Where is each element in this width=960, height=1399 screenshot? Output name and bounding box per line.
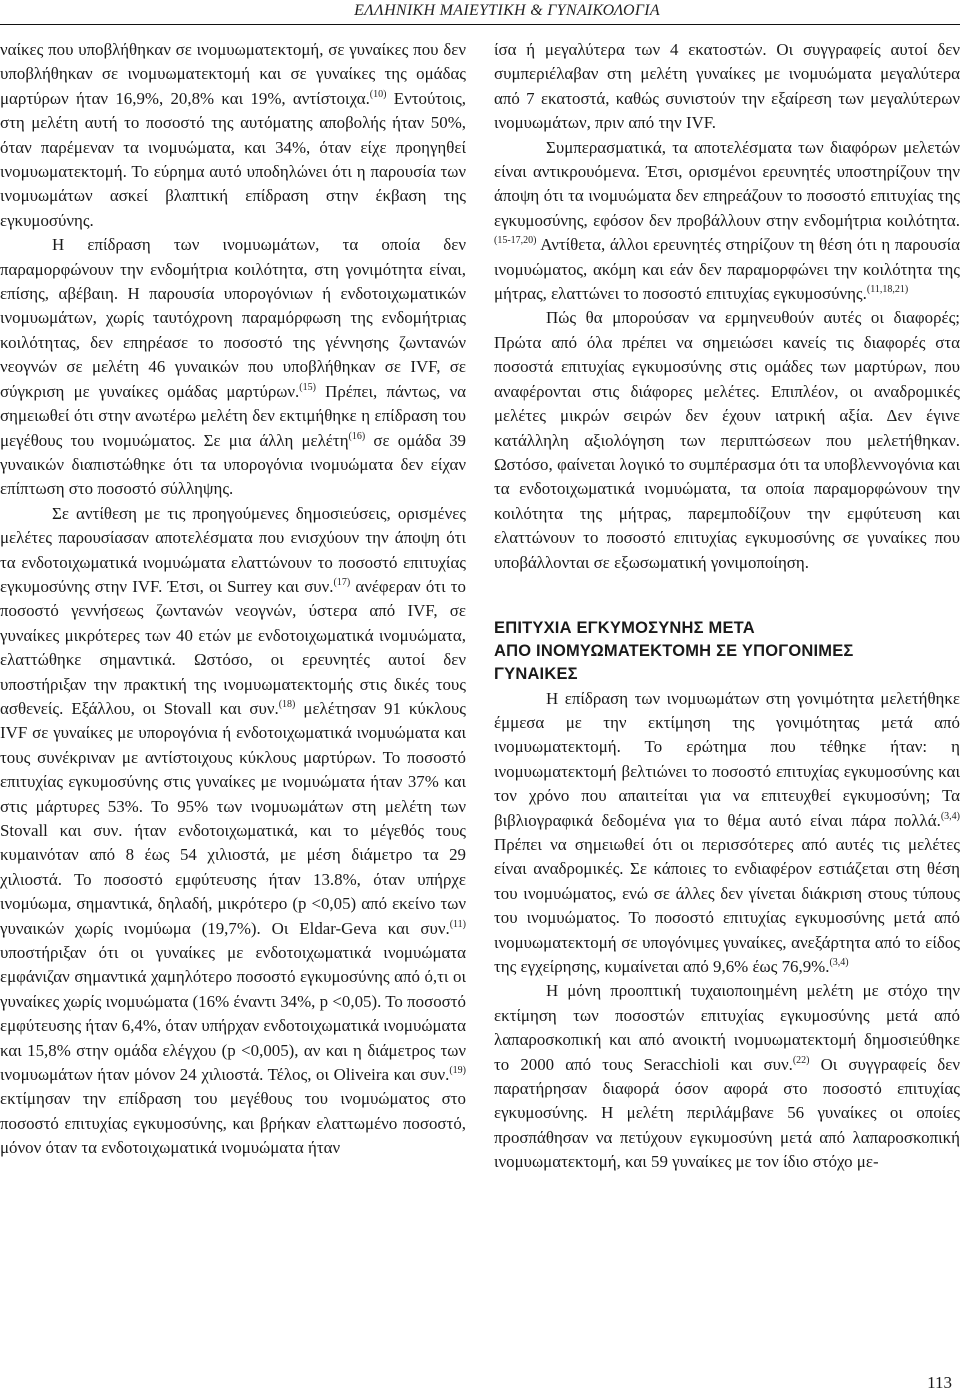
citation: (16) — [348, 430, 366, 442]
paragraph — [494, 687, 960, 980]
paragraph — [0, 502, 466, 1161]
text-run: Πώς θα μπορούσαν να ερμηνευθούν αυτές οι διαφορές; Πρώτα από όλα πρέπει να σημειώσει κανείς τις διαφορές στα ποσοστά επιτυχίας εγκυμοσύνης στις ομάδες των μαρτύρων, που αναφέρονται στις διάφορες μελέτες. Επιπλέον, οι αναδρομικές μελέτες μικρών σειρών δεν έχουν ιατρική αξία. Δεν έγινε κατάλληλη αξιολόγηση των περιπτώσεων που μελετήθηκαν. Ωστόσο, φαίνεται λογικό το συμπέρασμα ότι τα υποβλεννογόνια και τα ενδοτοιχωματικά ινομυώματα, τα οποία παραμορφώνουν την κοιλότητα της μήτρας, παρεμποδίζουν την εμφύτευση και ελαττώνουν το ποσοστό επιτυχίας εγκυμοσύνης σε γυναίκες που υποβάλλονται σε εξωσωματική γονιμοποίηση. — [494, 308, 960, 572]
citation: (11,18,21) — [866, 284, 909, 296]
citation: (10) — [369, 88, 387, 100]
text-run: Αντίθετα, άλλοι ερευνητές στηρίζουν τη θέση ότι η παρουσία ινομυώματος, ακόμη και εάν δεν παραμορφώνει την κοιλότητα της μήτρας, ελαττώνει το ποσοστό επιτυχίας εγκυμοσύνης. — [494, 235, 960, 304]
paragraph — [494, 136, 960, 307]
heading-line: ΕΠΙΤΥΧΙΑ ΕΓΚΥΜΟΣΥΝΗΣ ΜΕΤΑ — [494, 618, 755, 637]
text-run: Συμπερασματικά, τα αποτελέσματα των διαφόρων μελετών είναι αντικρουόμενα. Έτσι, ορισμένοι ερευνητές υποστηρίζουν την άποψη ότι τα ινομυώματα δεν επηρεάζουν το ποσοστό επιτυχίας της εγκυμοσύνης, εφόσον δεν προβάλλουν στην ενδομήτρια κοιλότητα. — [494, 137, 960, 230]
text-run: Πρέπει, πάντως, να σημειωθεί ότι στην ανωτέρω μελέτη δεν εκτιμήθηκε η επίδραση του μεγέθους του ινομυώματος. Σε μια άλλη μελέτη — [0, 381, 467, 450]
paragraph — [494, 38, 960, 136]
text-run: ανέφεραν ότι το ποσοστό γεννήσεως ζωντανών νεογνών, ύστερα από IVF, σε γυναίκες μικρότερες των 40 ετών με ενδοτοιχωματικά ινομυώματα, ελαττώθηκε σημαντικά. Ωστόσο, οι ερευνητές αυτοί δεν υποστήριξαν την πρακτική της ινομυωματεκτομής στις δικές τους ασθενείς. Εξάλλου, οι Stovall και συν. — [0, 576, 466, 718]
citation: (15-17,20) — [494, 235, 537, 247]
section-heading — [494, 617, 960, 687]
right-column — [494, 38, 960, 1175]
paragraph — [0, 233, 466, 501]
text-run: Πρέπει να σημειωθεί ότι οι περισσότερες από αυτές τις μελέτες είναι αναδρομικές. Σε κάποιες το ενδιαφέρον εστιάζεται στη θέση του ινομυώματος, ενώ σε άλλες δεν γίνεται διάκριση στους τύπους του ινομυώματος. Το ποσοστό επιτυχίας εγκυμοσύνης μετά από ινομυωματεκτομή σε υπογόνιμες γυναίκες, ανεξάρτητα από το είδος της εγχείρησης, κυμαίνεται από 9,6% έως 76,9%. — [494, 834, 960, 977]
left-column — [0, 38, 466, 1161]
text-run: Η επίδραση των ινομυωμάτων, τα οποία δεν παραμορφώνουν την ενδομήτρια κοιλότητα, στη γονιμότητα είναι, επίσης, αβέβαιη. Η παρουσία υπορογόνιων ή ενδοτοιχωματικών ινομυωμάτων, χωρίς ταυτόχρονη παραμόρφωση της ενδομήτριας κοιλότητας, δεν επηρέασε το ποσοστό της γέννησης ζωντανών νεογνών σε μελέτη 46 γυναικών που υποβλήθηκαν σε IVF, σε σύγκριση με γυναίκες ομάδας μαρτύρων. — [0, 235, 466, 401]
text-run: ίσα ή μεγαλύτερα των 4 εκατοστών. Οι συγγραφείς αυτοί δεν συμπεριέλαβαν στη μελέτη γυναίκες με ινομυώματα μεγαλύτερα από 7 εκατοστά, καθώς συνιστούν την εξαίρεση των μεγαλύτερων ινομυωμάτων, πριν από την IVF. — [494, 40, 960, 133]
citation: (3,4) — [940, 810, 960, 822]
citation: (19) — [449, 1065, 466, 1077]
paragraph — [0, 38, 466, 233]
text-run: εκτίμησαν την επίδραση του μεγέθους του ινομυώματος στο ποσοστό επιτυχίας εγκυμοσύνης, και βρήκαν ελαττωμένο ποσοστό, μόνον όταν τα ενδοτοιχωματικά ινομυώματα ήταν — [0, 1089, 466, 1158]
journal-title: ΕΛΛΗΝΙΚΗ ΜΑΙΕΥΤΙΚΗ & ΓΥΝΑΙΚΟΛΟΓΙΑ — [354, 2, 660, 19]
citation: (15) — [299, 381, 316, 393]
text-run: Η μόνη προοπτική τυχαιοποιημένη μελέτη με στόχο την εκτίμηση των ποσοστών επιτυχίας εγκυμοσύνης μετά από λαπαροσκοπική και από ανοικτή ινομυωματεκτομή δημοσιεύθηκε το 2000 από τους Seracchioli και συν. — [494, 981, 960, 1074]
text-run: ναίκες που υποβλήθηκαν σε ινομυωματεκτομή, σε γυναίκες που δεν υποβλήθηκαν σε ινομυωματεκτομή και σε γυναίκες της ομάδας μαρτύρων ήταν 16,9%, 20,8% και 19%, αντίστοιχα. — [0, 40, 466, 108]
page-number: 113 — [927, 1373, 952, 1392]
text-run: Οι συγγραφείς δεν παρατήρησαν διαφορά όσον αφορά στο ποσοστό επιτυχίας εγκυμοσύνης. Η μελέτη περιλάμβανε 56 γυναίκες οι οποίες προσπάθησαν να πετύχουν εγκυμοσύνη μετά από λαπαροσκοπική ινομυωματεκτομή, και 59 γυναίκες με τον ίδιο στόχο με- — [494, 1054, 960, 1172]
text-run: σε ομάδα 39 γυναικών διαπιστώθηκε ότι τα υπορογόνια ινομυώματα δεν είχαν επίπτωση στο ποσοστό σύλληψης. — [0, 430, 466, 499]
paragraph — [494, 306, 960, 574]
citation: (18) — [278, 698, 296, 710]
heading-line: ΓΥΝΑΙΚΕΣ — [494, 665, 578, 684]
citation: (11) — [449, 918, 466, 930]
paragraph — [494, 979, 960, 1174]
citation: (22) — [792, 1054, 810, 1066]
text-run: Σε αντίθεση με τις προηγούμενες δημοσιεύσεις, ορισμένες μελέτες παρουσίασαν αποτελέσματα που ενισχύουν την άποψη ότι τα ενδοτοιχωματικά ινομυώματα ελαττώνουν το ποσοστό επιτυχίας εγκυμοσύνης στην IVF. Έτσι, οι Surrey και συν. — [0, 503, 466, 596]
heading-line: ΑΠΟ ΙΝΟΜΥΩΜΑΤΕΚΤΟΜΗ ΣΕ ΥΠΟΓΟΝΙΜΕΣ — [494, 642, 854, 661]
header-rule — [0, 24, 960, 25]
text-run: μελέτησαν 91 κύκλους IVF σε γυναίκες με υπορογόνια ή ενδοτοιχωματικά ινομυώματα και τους συνέκριναν με αντίστοιχους κύκλους μαρτύρων. Το ποσοστό επιτυχίας εγκυμοσύνης στις γυναίκες με ινομυώματα ήταν 37% και στις μάρτυρες 53%. Το 95% των ινομυωμάτων στη μελέτη των Stovall και συν. ήταν ενδοτοιχωματικά, και το μέγεθός τους κυμαινόταν από 8 έως 54 χιλιοστά, με μέση διάμετρο τα 29 χιλιοστά. Το ποσοστό εμφύτευσης ήταν 13.8%, όταν υπήρχε ινομύωμα, σημαντικά, δηλαδή, μικρότερο (p <0,05) από εκείνο των γυναικών χωρίς ινομύωμα (19,7%). Οι Eldar-Geva και συν. — [0, 698, 466, 938]
citation: (17) — [333, 576, 351, 588]
text-run: Εντούτοις, στη μελέτη αυτή το ποσοστό της αυτόματης αποβολής ήταν 50%, όταν παρέμεναν τα ινομυώματα, και 34%, όταν είχε προηγηθεί ινομυωματεκτομή. Το εύρημα αυτό υποδηλώνει ότι η παρουσία των ινομυωμάτων ασκεί βλαπτική επίδραση στην έκβαση της εγκυμοσύνης. — [0, 88, 466, 230]
text-run: υποστήριξαν ότι οι γυναίκες με ενδοτοιχωματικά ινομυώματα εμφάνιζαν σημαντικά χαμηλότερο ποσοστό εγκυμοσύνης από ό,τι οι γυναίκες χωρίς ινομυώματα (16% έναντι 34%, p <0,05). Το ποσοστό εμφύτευσης ήταν 6,4%, όταν υπήρχαν ενδοτοιχωματικά ινομυώματα και 15,8% στην ομάδα ελέγχου (p <0,005), αν και η διάμετρος των ινομυωμάτων ήταν μόνον 24 χιλιοστά. Τέλος, οι Oliveira και συν. — [0, 943, 466, 1085]
section-spacer — [494, 575, 960, 617]
citation: (3,4) — [829, 957, 849, 969]
text-run: Η επίδραση των ινομυωμάτων στη γονιμότητα μελετήθηκε έμμεσα με την εκτίμηση της γονιμότητας μετά από ινομυωματεκτομή. Το ερώτημα που τέθηκε ήταν: η ινομυωματεκτομή βελτιώνει το ποσοστό επιτυχίας εγκυμοσύνης και τον χρόνο που απαιτείται για να επιτευχθεί εγκυμοσύνη; Τα βιβλιογραφικά δεδομένα για το θέμα αυτό είναι πάρα πολλά. — [494, 688, 960, 830]
